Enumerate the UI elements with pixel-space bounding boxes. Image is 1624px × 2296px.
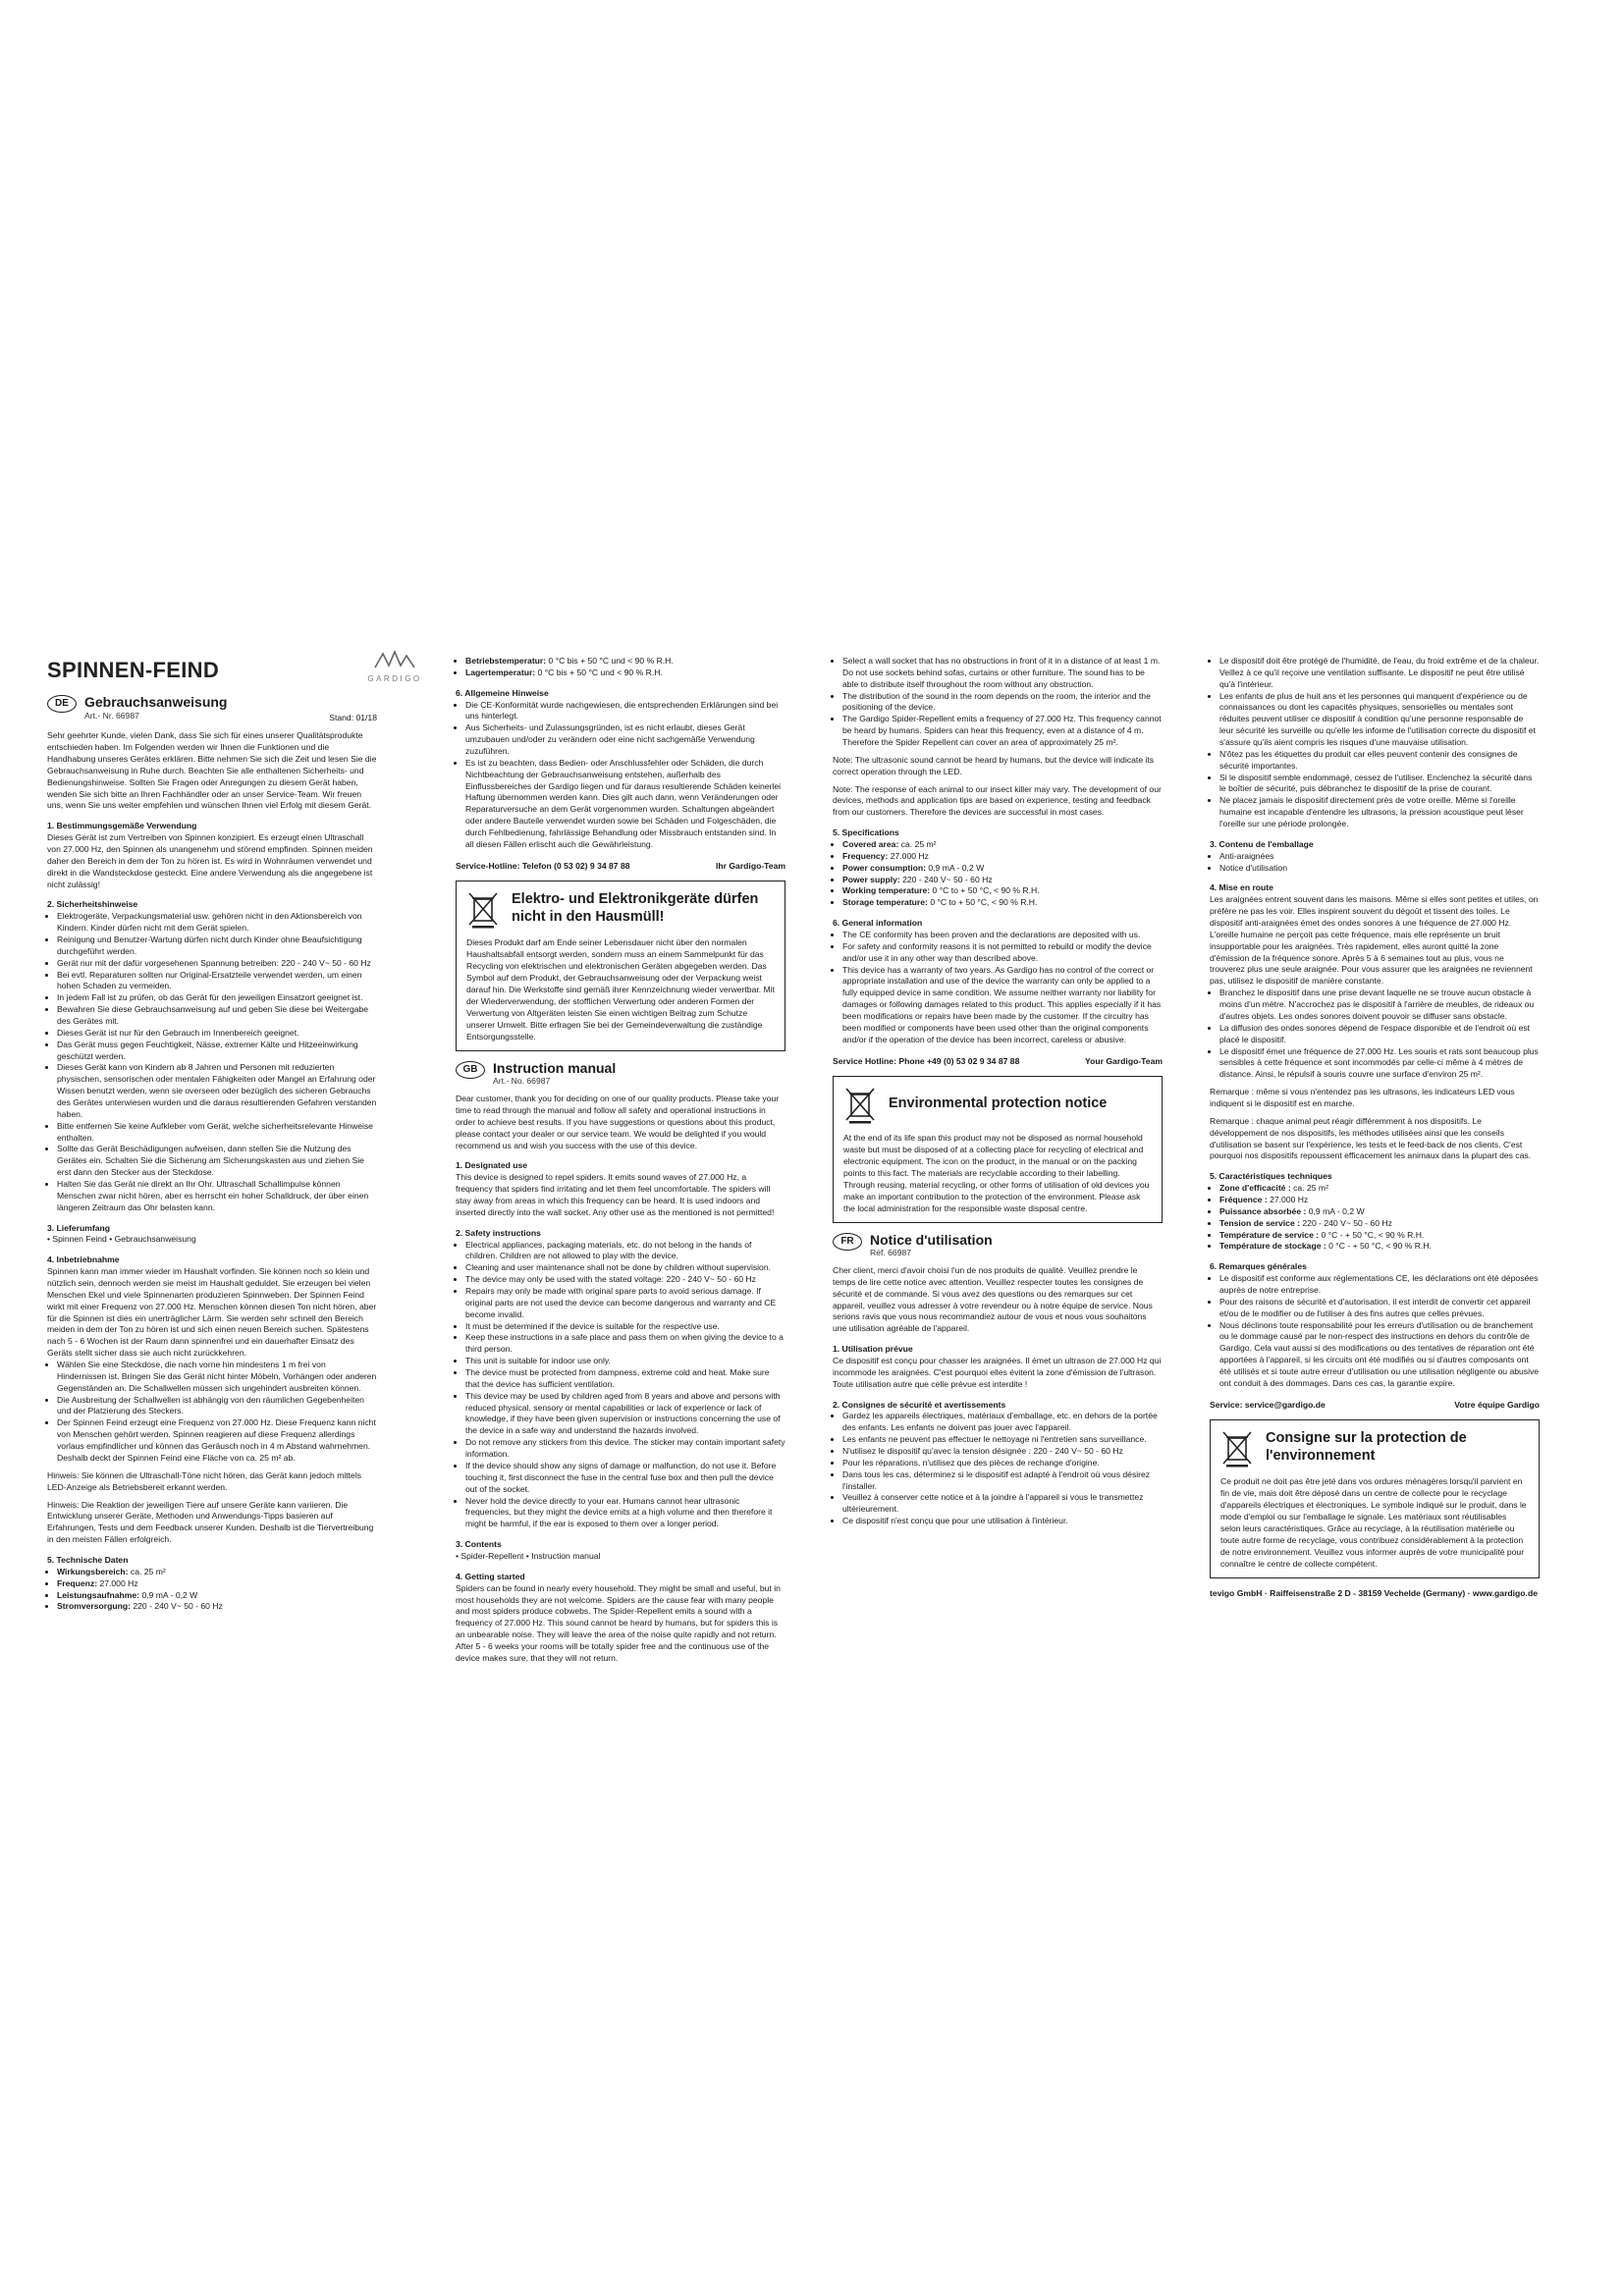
- spec-item: • Leistungsaufnahme: 0,9 mA - 0,2 W: [57, 1590, 377, 1602]
- list-item: • Ce dispositif n'est conçu que pour une utilisation à l'intérieur.: [842, 1516, 1163, 1527]
- list-item: • This device has a warranty of two years. As Gardigo has no control of the correct or appropriate installation and use of the device the warranty can only be applied to a fully equipped device in same condition. We assume neither warranty nor liability for damages or following damages related to this product. This applies especially if it has been modifications or repairs have been made by the customer. If the circuitry has been modified or components have been used other than the original components and/or if the operation of the device has been incorrect, careless or abusive.: [842, 965, 1163, 1046]
- list-item: • The Gardigo Spider-Repellent emits a frequency of 27.000 Hz. This frequency cannot be heard by humans. Spiders can hear this frequency, even at a distance of 4 m. Therefore the Spider Repellent can cover an area of approximately 25 m².: [842, 714, 1163, 749]
- fr-s2-heading: 2. Consignes de sécurité et avertissements: [833, 1399, 1006, 1410]
- fr-note-2: Remarque : chaque animal peut réagir différemment à nos dispositifs. Le développement de nos dispositifs, les méthodes utilisées ainsi que les conseils d'utilisation se basent sur l'expérience, les tests et le feed-back de nos clients. C'est pourquoi nos dispositifs repoussent efficacement les animaux dans la plupart des cas.: [1210, 1115, 1532, 1161]
- gardigo-wave-icon: [373, 648, 416, 669]
- spec-item: • Power consumption: 0,9 mA - 0,2 W: [842, 863, 1163, 875]
- list-item: • Branchez le dispositif dans une prise devant laquelle ne se trouve aucun obstacle à moins d'un mètre. N'accrochez pas le dispositif à l'arrière de meubles, de rideaux ou d'autres objets. Les ondes sonores doivent pouvoir se diffuser sans obstacle.: [1219, 988, 1540, 1023]
- crossed-bin-icon: [466, 889, 500, 929]
- de-s6-heading: 6. Allgemeine Hinweise: [456, 687, 549, 698]
- spec-item: • Covered area: ca. 25 m²: [842, 839, 1163, 851]
- list-item: • Le dispositif est conforme aux réglementations CE, les déclarations ont été déposées auprès de notre entreprise.: [1219, 1273, 1540, 1297]
- fr-s3-list: [1210, 851, 1540, 875]
- list-item: • Anti-araignées: [1219, 851, 1540, 863]
- crossed-bin-icon: [843, 1085, 877, 1124]
- fr-art-number: Réf. 66987: [870, 1248, 912, 1258]
- list-item: • Die Ausbreitung der Schallwellen ist abhängig von den räumlichen Gegebenheiten und der Platzierung des Steckers.: [57, 1395, 377, 1418]
- fr-s2-list-cont: [1210, 656, 1540, 830]
- fr-intro: Cher client, merci d'avoir choisi l'un de nos produits de qualité. Veuillez prendre le temps de lire cette notice avec attention. Veuillez respecter toutes les consignes de sécurité et de commande. Si vous avez des questions ou des remarques sur cet appareil, veuillez vous adresser à votre revendeur ou à notre équipe de service. Nous serions ravis que vous nous recommandiez autour de vous et nous vous souhaitons une utilisation agréable de l'appareil.: [833, 1264, 1153, 1334]
- list-item: • Si le dispositif semble endommagé, cessez de l'utiliser. Enclenchez la sécurité dans le boîtier de sécurité, puis débranchez le dispositif de la prise de courant.: [1219, 773, 1540, 796]
- company-footer: tevigo GmbH · Raiffeisenstraße 2 D - 38159 Vechelde (Germany) · www.gardigo.de: [1210, 1587, 1538, 1598]
- gb-s6-heading: 6. General information: [833, 918, 923, 929]
- gb-s3-heading: 3. Contents: [456, 1539, 502, 1550]
- de-s4-list: [47, 1360, 377, 1465]
- de-s1-text: Dieses Gerät ist zum Vertreiben von Spinnen konzipiert. Es erzeugt einen Ultraschall von 27.000 Hz, den Spinnen als unangenehm und störend empfinden. Spinnen meiden daher den Bereich in dem der Ton zu hören ist. Es wird in Wohnräumen verwendet und direkt in die Wandsteckdose gesteckt. Eine andere Verwendung als die angegebene ist nicht zulässig!: [47, 832, 373, 889]
- spec-item: • Zone d'efficacité : ca. 25 m²: [1219, 1183, 1540, 1195]
- column-de-1: [47, 656, 377, 1613]
- de-weee-text: Dieses Produkt darf am Ende seiner Lebensdauer nicht über den normalen Haushaltsabfall entsorgt werden, sondern muss an einem Sammelpunkt für das Recycling von elektrischen und elektronischen Geräten abgegeben werden. Das Symbol auf dem Produkt, der Gebrauchsanweisung oder der Verpackung weist darauf hin. Die Werkstoffe sind gemäß ihrer Kennzeichnung wieder verwertbar. Mit der Wiederverwendung, der stofflichen Verwertung oder anderen Formen der Verwertung von Altgeräten leisten Sie einen wichtigen Beitrag zum Schutze unserer Umwelt. Bitte erfragen Sie bei der Gemeindeverwaltung die zuständige Entsorgungsstelle.: [466, 936, 775, 1041]
- list-item: • The distribution of the sound in the room depends on the room, the interior and the positioning of the device.: [842, 691, 1163, 715]
- de-art-number: Art.- Nr. 66987: [84, 710, 139, 721]
- fr-heading-row: [833, 1233, 1163, 1259]
- list-item: • Bitte entfernen Sie keine Aufkleber vom Gerät, welche sicherheitsrelevante Hinweise enthalten.: [57, 1121, 377, 1145]
- fr-flag-badge: FR: [833, 1233, 862, 1251]
- gb-note-2: Note: The response of each animal to our insect killer may vary. The development of our devices, methods and application tips are based on experience, testing and feedback from our customers. Therefore the devices are successful in most cases.: [833, 783, 1162, 818]
- de-s5-list: [47, 1567, 377, 1613]
- de-hotline-row: [456, 861, 785, 873]
- fr-s4-text: Les araignées entrent souvent dans les maisons. Même si elles sont petites et utiles, on préfère ne pas les voir. Elles inspirent souvent du dégoût et tissent des toiles. Le dispositif anti-araignées émet des ondes sonores à une fréquence de 27.000 Hz. L'oreille humaine ne perçoit pas cette fréquence, mais elle représente un bruit insupportable pour les araignées. Très rapidement, elles auront quitté la zone d'émission de la fréquence sonore. Après 5 à 6 semaines tout au plus, vous ne trouverez plus une seule araignée. Pour vous assurer que les araignées ne reviennent pas, utilisez le dispositif de manière constante.: [1210, 894, 1539, 987]
- gb-hotline: Service Hotline: Phone +49 (0) 53 02 9 34 87 88: [833, 1055, 1020, 1066]
- gb-note-1: Note: The ultrasonic sound cannot be heard by humans, but the device will indicate its correct operation through the LED.: [833, 754, 1155, 776]
- column-fr: [1210, 656, 1540, 1600]
- list-item: • Le dispositif émet une fréquence de 27.000 Hz. Les souris et rats sont beaucoup plus sensibles à cette fréquence et sont incommodés par celle-ci même à 4 mètres de distance. Ainsi, le répulsif à souris couvre une surface d'environ 25 m².: [1219, 1046, 1540, 1082]
- de-note-1: Hinweis: Sie können die Ultraschall-Töne nicht hören, das Gerät kann jedoch mittels LED-Anzeige als Betriebsbereit erkannt werden.: [47, 1469, 362, 1492]
- de-s2-list: [47, 911, 377, 1213]
- fr-weee-box: [1210, 1419, 1540, 1578]
- spec-item: • Stromversorgung: 220 - 240 V~ 50 - 60 Hz: [57, 1601, 377, 1613]
- list-item: • In jedem Fall ist zu prüfen, ob das Gerät für den jeweiligen Einsatzort geeignet ist.: [57, 992, 377, 1004]
- spec-item: • Betriebstemperatur: 0 °C bis + 50 °C und < 90 % R.H.: [465, 656, 785, 667]
- spec-item: • Frequency: 27.000 Hz: [842, 851, 1163, 863]
- list-item: • The CE conformity has been proven and the declarations are deposited with us.: [842, 930, 1163, 941]
- fr-team: Votre équipe Gardigo: [1454, 1399, 1540, 1410]
- gb-s5-list: [833, 839, 1163, 909]
- de-heading-row: [47, 695, 377, 724]
- list-item: • If the device should show any signs of damage or malfunction, do not use it. Before touching it, first disconnect the fuse in the central fuse box and then pull the device out of the socket.: [465, 1461, 785, 1496]
- fr-weee-title: Consigne sur la protection de l'environnement: [1266, 1430, 1467, 1464]
- gb-s2-heading: 2. Safety instructions: [456, 1227, 541, 1238]
- de-s6-list: [456, 700, 785, 851]
- list-item: • Das Gerät muss gegen Feuchtigkeit, Nässe, extremer Kälte und Hitzeeinwirkung geschützt werden.: [57, 1040, 377, 1063]
- de-hotline: Service-Hotline: Telefon (0 53 02) 9 34 87 88: [456, 860, 630, 871]
- list-item: • N'utilisez le dispositif qu'avec la tension désignée : 220 - 240 V~ 50 - 60 Hz: [842, 1446, 1163, 1458]
- fr-s5-list: [1210, 1183, 1540, 1253]
- list-item: • Die CE-Konformität wurde nachgewiesen, die entsprechenden Erklärungen sind bei uns hinterlegt.: [465, 700, 785, 723]
- page-title: SPINNEN-FEIND: [47, 658, 220, 682]
- list-item: • Reinigung und Benutzer-Wartung dürfen nicht durch Kinder ohne Beaufsichtigung durchgeführt werden.: [57, 934, 377, 958]
- list-item: • For safety and conformity reasons it is not permitted to rebuild or modify the device and/or use it in any other way than described above.: [842, 941, 1163, 965]
- fr-heading: Notice d'utilisation: [870, 1231, 993, 1248]
- list-item: • This device may be used by children aged from 8 years and above and persons with reduced physical, sensory or mental capabilities or lack of experience or lack of knowledge, if they have been given supervision or instructions concerning the use of the device in a safe way and understand the hazards involved.: [465, 1391, 785, 1437]
- spec-item: • Storage temperature: 0 °C to + 50 °C, < 90 % R.H.: [842, 897, 1163, 909]
- list-item: • Nous déclinons toute responsabilité pour les erreurs d'utilisation ou de branchement ou le dommage causé par le non-respect des instructions en dehors du contrôle de Gardigo. Cela vaut aussi si des modifications ou des tentatives de réparation ont été apportées à l'appareil, si les circuits ont été modifiés ou si d'autres composants ont été utilisés et si toute autre erreur d'utilisation ou une utilisation négligente ou abusive ont conduit à des dommages. Dans ces cas, la garantie expire.: [1219, 1320, 1540, 1390]
- list-item: • Select a wall socket that has no obstructions in front of it in a distance of at least 1 m. Do not use sockets behind sofas, curtains or other furniture. The sound has to be able to distribute itself throughout the room without any obstruction.: [842, 656, 1163, 691]
- list-item: • Bewahren Sie diese Gebrauchsanweisung auf und geben Sie diese bei Weitergabe des Gerätes mit.: [57, 1004, 377, 1028]
- column-gb-fr: [833, 656, 1163, 1527]
- fr-s1-heading: 1. Utilisation prévue: [833, 1344, 913, 1355]
- list-item: • Dieses Gerät kann von Kindern ab 8 Jahren und Personen mit reduzierten physischen, sensorischen oder mentalen Fähigkeiten oder Mangel an Erfahrung oder Wissen benutzt werden, wenn sie overseen oder bezüglich des sicheren Gebrauchs des Gerätes unterwiesen wurden und die daraus resultierenden Gefahren verstanden haben.: [57, 1062, 377, 1120]
- gb-team: Your Gardigo-Team: [1085, 1055, 1163, 1066]
- gb-s4-heading: 4. Getting started: [456, 1571, 525, 1581]
- fr-s6-list: [1210, 1273, 1540, 1390]
- de-flag-badge: DE: [47, 695, 77, 713]
- list-item: • Notice d'utilisation: [1219, 863, 1540, 875]
- fr-hotline: Service: service@gardigo.de: [1210, 1399, 1326, 1410]
- list-item: • N'ôtez pas les étiquettes du produit car elles peuvent contenir des consignes de sécurité importantes.: [1219, 749, 1540, 773]
- list-item: • Veuillez à conserver cette notice et à la joindre à l'appareil si vous le transmettez ultérieurement.: [842, 1492, 1163, 1516]
- spec-item: • Température de stockage : 0 °C - + 50 °C, < 90 % R.H.: [1219, 1241, 1540, 1253]
- gb-s5-heading: 5. Specifications: [833, 828, 899, 838]
- list-item: • Les enfants ne peuvent pas effectuer le nettoyage ni l'entretien sans surveillance.: [842, 1434, 1163, 1446]
- fr-s4-list: [1210, 988, 1540, 1081]
- fr-s3-heading: 3. Contenu de l'emballage: [1210, 838, 1314, 849]
- fr-s5-heading: 5. Caractéristiques techniques: [1210, 1171, 1332, 1182]
- gb-s1-text: This device is designed to repel spiders. It emits sound waves of 27.000 Hz, a frequency that spiders find irritating and let them feel uncomfortable. The spiders will stay away from areas in which this frequency can be heard. It is used indoors and inserted directly into the wall socket. Any other use as the mentioned is not permitted!: [456, 1172, 775, 1217]
- list-item: • Ne placez jamais le dispositif directement près de votre oreille. Même si l'oreille humaine est incapable d'entendre les ultrasons, la pression acoustique peut léser l'oreille sur une période prolongée.: [1219, 795, 1540, 830]
- gb-s2-list: [456, 1240, 785, 1530]
- spec-item: • Tension de service : 220 - 240 V~ 50 - 60 Hz: [1219, 1218, 1540, 1230]
- gb-intro: Dear customer, thank you for deciding on one of our quality products. Please take your time to read through the manual and follow all safety and operational instructions in order to achieve best results. If you have suggestions or questions about this product, please contact your dealer or our service team. We would be delighted if you would recommend us and wish you success with the use of this device.: [456, 1094, 780, 1150]
- de-s5-heading: 5. Technische Daten: [47, 1554, 129, 1565]
- fr-s2-list: [833, 1411, 1163, 1527]
- list-item: • Sollte das Gerät Beschädigungen aufweisen, dann stellen Sie die Nutzung des Gerätes ein. Schalten Sie die Sicherung am Sicherungskasten aus und ziehen Sie erst dann den Stecker aus der Steckdose.: [57, 1144, 377, 1179]
- list-item: • Bei evtl. Reparaturen sollten nur Original-Ersatzteile verwendet werden, um einen hohen Schaden zu vermeiden.: [57, 970, 377, 993]
- de-weee-box: [456, 881, 785, 1051]
- list-item: • The device must be protected from dampness, extreme cold and heat. Make sure that the device has sufficient ventilation.: [465, 1367, 785, 1391]
- spec-item: • Puissance absorbée : 0,9 mA - 0,2 W: [1219, 1206, 1540, 1218]
- list-item: • Der Spinnen Feind erzeugt eine Frequenz von 27.000 Hz. Diese Frequenz kann nicht von Menschen gehört werden. Spinnen reagieren auf diese Frequenz allerdings vorlaus empfindlicher und können das Geräusch noch in 4 m Abstand wahrnehmen. Deshalb deckt der Spinnen Feind eine Fläche von ca. 25 m² ab.: [57, 1417, 377, 1464]
- list-item: • Dans tous les cas, déterminez si le dispositif est adapté à l'endroit où vous désirez l'installer.: [842, 1469, 1163, 1493]
- spec-item: • Frequenz: 27.000 Hz: [57, 1578, 377, 1590]
- gb-hotline-row: [833, 1056, 1163, 1068]
- de-weee-title: Elektro- und Elektronikgeräte dürfen nicht in den Hausmüll!: [512, 891, 759, 925]
- de-s4-text: Spinnen kann man immer wieder im Haushalt vorfinden. Sie können noch so klein und nützlich sein, dennoch werden sie meist im Haushalt geduldet. Sie erzeugen bei vielen Menschen Ekel und viele Spinnenarten produzieren Spinnweben. Der Spinnen Feind wirkt mit einer Frequenz von 27.000 Hz. Menschen können diesen Ton nicht hören, aber für die Spinnen ist dies ein unerträglicher Lärm. Sie werden sehr schnell den Bereich meiden in dem der Ton zu hören ist und sich einen neuen Bereich suchen. Spätestens nach 5 - 6 Wochen ist der Raum dann spinnenfrei und ein dauerhafter Einsatz des Geräts stellt sicher dass sie auch nicht zurückkehren.: [47, 1266, 377, 1359]
- list-item: • The device may only be used with the stated voltage: 220 - 240 V~ 50 - 60 Hz: [465, 1274, 785, 1286]
- gb-s4-list: [833, 656, 1163, 749]
- spec-item: • Fréquence : 27.000 Hz: [1219, 1195, 1540, 1206]
- de-s3-text: • Spinnen Feind • Gebrauchsanweisung: [47, 1234, 196, 1245]
- de-s3-heading: 3. Lieferumfang: [47, 1222, 110, 1233]
- list-item: • Never hold the device directly to your ear. Humans cannot hear ultrasonic frequencies, but they might the device emits at a high volume and then therefore it might be harmful, if the ear is exposed to them over a longer period.: [465, 1496, 785, 1531]
- de-stand: Stand: 01/18: [329, 713, 377, 723]
- de-s1-heading: 1. Bestimmungsgemäße Verwendung: [47, 821, 197, 831]
- list-item: • Electrical appliances, packaging materials, etc. do not belong in the hands of children. Children are not allowed to play with the device.: [465, 1240, 785, 1263]
- gb-art-number: Art.- No. 66987: [493, 1076, 551, 1087]
- de-heading: Gebrauchsanweisung: [84, 694, 228, 711]
- list-item: • Gardez les appareils électriques, matériaux d'emballage, etc. en dehors de la portée des enfants. Les enfants ne doivent pas jouer avec l'appareil.: [842, 1411, 1163, 1434]
- list-item: • Wählen Sie eine Steckdose, die nach vorne hin mindestens 1 m frei von Hindernissen ist. Bringen Sie das Gerät nicht hinter Möbeln, Vorhängen oder anderen Gegenständen an. Die Schallwellen müssen sich ungehindert ausbreiten können.: [57, 1360, 377, 1395]
- spec-item: • Lagertemperatur: 0 °C bis + 50 °C und < 90 % R.H.: [465, 667, 785, 679]
- list-item: • Cleaning and user maintenance shall not be done by children without supervision.: [465, 1262, 785, 1274]
- de-intro: Sehr geehrter Kunde, vielen Dank, dass Sie sich für eines unserer Qualitätsprodukte entschieden haben. Im Folgenden werden wir Ihnen die Funktionen und die Handhabung unseres Gerätes erklären. Bitte nehmen Sie sich die Zeit und lesen Sie die Gebrauchsanweisung in Ruhe durch. Beachten Sie alle enthaltenen Sicherheits- und Bedienungshinweise. Sollten Sie Fragen oder Anregungen zu diesem Gerät haben, wenden Sie sich bitte an Ihren Fachhändler oder an unser Service-Team. Wir freuen uns, wenn Sie uns weiter empfehlen und wünschen Ihnen viel Erfolg mit diesem Gerät.: [47, 730, 377, 811]
- fr-s6-heading: 6. Remarques générales: [1210, 1261, 1307, 1272]
- gb-heading: Instruction manual: [493, 1059, 617, 1076]
- fr-weee-text: Ce produit ne doit pas être jeté dans vos ordures ménagères lorsqu'il parvient en fin de vie, mais doit être déposé dans un centre de collecte pour le recyclage d'appareils électriques et électroniques. Le symbole indiqué sur le produit, dans le mode d'emploi ou sur l'emballage le signale. Les matériaux sont réutilisables selon leurs caractéristiques. Grâce au recyclage, à la réutilisation matérielle ou toute autre forme de recyclage, vous contribuez considérablement à la protection de notre environnement. Veuillez vous informer auprès de votre municipalité pour connaître le centre de collecte compétent.: [1220, 1475, 1527, 1569]
- fr-s4-heading: 4. Mise en route: [1210, 882, 1273, 893]
- list-item: • Gerät nur mit der dafür vorgesehenen Spannung betreiben: 220 - 240 V~ 50 - 60 Hz: [57, 958, 377, 970]
- column-de-gb: [456, 656, 785, 1663]
- spec-item: • Température de service : 0 °C - + 50 °C, < 90 % R.H.: [1219, 1230, 1540, 1242]
- gb-flag-badge: GB: [456, 1061, 485, 1079]
- list-item: • Repairs may only be made with original spare parts to avoid serious damage. If original parts are not used the device can become dangerous and warranty and CE become invalid.: [465, 1286, 785, 1321]
- spec-item: • Power supply: 220 - 240 V~ 50 - 60 Hz: [842, 875, 1163, 886]
- fr-hotline-row: [1210, 1400, 1540, 1412]
- list-item: • Halten Sie das Gerät nie direkt an Ihr Ohr. Ultraschall Schallimpulse können Menschen zwar nicht hören, aber es herrscht ein hoher Schalldruck, der über einen längeren Zeitraum das Ohr belasten kann.: [57, 1179, 377, 1214]
- gb-s3-text: • Spider-Repellent • Instruction manual: [456, 1550, 601, 1561]
- de-s2-heading: 2. Sicherheitshinweise: [47, 899, 138, 910]
- crossed-bin-icon: [1220, 1428, 1254, 1468]
- list-item: • This unit is suitable for indoor use only.: [465, 1356, 785, 1367]
- gb-weee-box: [833, 1076, 1163, 1223]
- gb-weee-text: At the end of its life span this product may not be disposed as normal household waste but must be disposed of at a collecting place for recycling of electrical and electronic equipment. The icon on the product, in the manual or on the packing points to this fact. The materials are recyclable according to their labelling. Through reusing, material recycling, or other forms of utilisation of old devices you make an important contribution to the protection of the environment. Please ask the local administration for the responsible waste disposal centre.: [843, 1132, 1150, 1213]
- de-s4-heading: 4. Inbetriebnahme: [47, 1255, 120, 1265]
- spec-item: • Wirkungsbereich: ca. 25 m²: [57, 1567, 377, 1578]
- list-item: • Do not remove any stickers from this device. The sticker may contain important safety information.: [465, 1437, 785, 1461]
- list-item: • La diffusion des ondes sonores dépend de l'espace disponible et de l'endroit où est placé le dispositif.: [1219, 1023, 1540, 1046]
- list-item: • Pour des raisons de sécurité et d'autorisation, il est interdit de convertir cet appareil et/ou de le modifier ou de l'utiliser à des fins autres que celles prévues.: [1219, 1297, 1540, 1320]
- list-item: • Aus Sicherheits- und Zulassungsgründen, ist es nicht erlaubt, dieses Gerät umzubauen und/oder zu verändern oder eine nicht sachgemäße Verwendung zuzuführen.: [465, 722, 785, 758]
- gb-s6-list: [833, 930, 1163, 1046]
- list-item: • Les enfants de plus de huit ans et les personnes qui manquent d'expérience ou de connaissances ou dont les capacités physiques, sensorielles ou mentales sont réduites peuvent utiliser ce dispositif à condition qu'une personne responsable de leur sécurité les surveille ou qu'elle les informe de l'utilisation correcte du dispositif et s'assure qu'ils aient compris les risques d'une mauvaise utilisation.: [1219, 691, 1540, 749]
- gb-s4-text-start: Spiders can be found in nearly every household. They might be small and useful, but in most households they are not welcome. Spiders are the cause fear with many people and most spiders produce cobwebs. The Spider-Repellent emits a sound with a frequency of 27.000 Hz. This sound cannot be heard by humans, but for spiders this is an unbearable noise. They will leave the area of the noise quite rapidly and not return. After 5 - 6 weeks your rooms will be totally spider free and the continuous use of the device makes sure, that they will not return.: [456, 1582, 781, 1663]
- spec-item: • Working temperature: 0 °C to + 50 °C, < 90 % R.H.: [842, 885, 1163, 897]
- fr-note-1: Remarque : même si vous n'entendez pas les ultrasons, les indicateurs LED vous indiquent si le dispositif est en marche.: [1210, 1087, 1515, 1108]
- list-item: • Es ist zu beachten, dass Bedien- oder Anschlussfehler oder Schäden, die durch Nichtbeachtung der Gebrauchsanweisung entstehen, außerhalb des Einflussbereiches der Gardigo liegen und für daraus resultierende Schäden keinerlei Haftung übernommen werden kann. Dies gilt auch dann, wenn Veränderungen oder Reparaturversuche an dem Gerät vorgenommen wurden. Schaltungen abgeändert oder andere Bauteile verwendet wurden sowie bei Schäden und Folgeschäden, die durch Fehlbedienung, fahrlässige Behandlung oder Missbrauch entstanden sind. In all diesen Fällen erlischt auch die Gewährleistung.: [465, 758, 785, 851]
- list-item: • Dieses Gerät ist nur für den Gebrauch im Innenbereich geeignet.: [57, 1028, 377, 1040]
- list-item: • Pour les réparations, n'utilisez que des pièces de rechange d'origine.: [842, 1458, 1163, 1469]
- gb-heading-row: [456, 1061, 785, 1088]
- gb-weee-title: Environmental protection notice: [889, 1095, 1108, 1111]
- de-s5b-list: [456, 656, 785, 679]
- list-item: • Keep these instructions in a safe place and pass them on when giving the device to a third person.: [465, 1332, 785, 1356]
- de-team: Ihr Gardigo-Team: [716, 860, 785, 871]
- de-note-2: Hinweis: Die Reaktion der jeweiligen Tiere auf unsere Geräte kann variieren. Die Entwicklung unserer Geräte, Methoden und Anwendungs-Tipps basieren auf Erfahrungen, Tests und dem Feedback unserer Kunden. Deshalb ist die Tiervertreibung in den meisten Fällen erfolgreich.: [47, 1499, 374, 1545]
- logo-text: GARDIGO: [367, 674, 422, 683]
- list-item: • Le dispositif doit être protégé de l'humidité, de l'eau, du froid extrême et de la chaleur. Veillez à ce qu'il reçoive une ventilation suffisante. Le dispositif ne peut être utilisé qu'à l'intérieur.: [1219, 656, 1540, 691]
- fr-s1-text: Ce dispositif est conçu pour chasser les araignées. Il émet un ultrason de 27.000 Hz qui incommode les araignées. C'est pourquoi elles évitent la zone d'émission de l'ultrason. Toute utilisation autre que celle prévue est interdite !: [833, 1355, 1162, 1389]
- list-item: • It must be determined if the device is suitable for the respective use.: [465, 1321, 785, 1333]
- gb-s1-heading: 1. Designated use: [456, 1160, 528, 1171]
- list-item: • Elektrogeräte, Verpackungsmaterial usw. gehören nicht in den Aktionsbereich von Kindern. Kinder dürfen nicht mit dem Gerät spielen.: [57, 911, 377, 934]
